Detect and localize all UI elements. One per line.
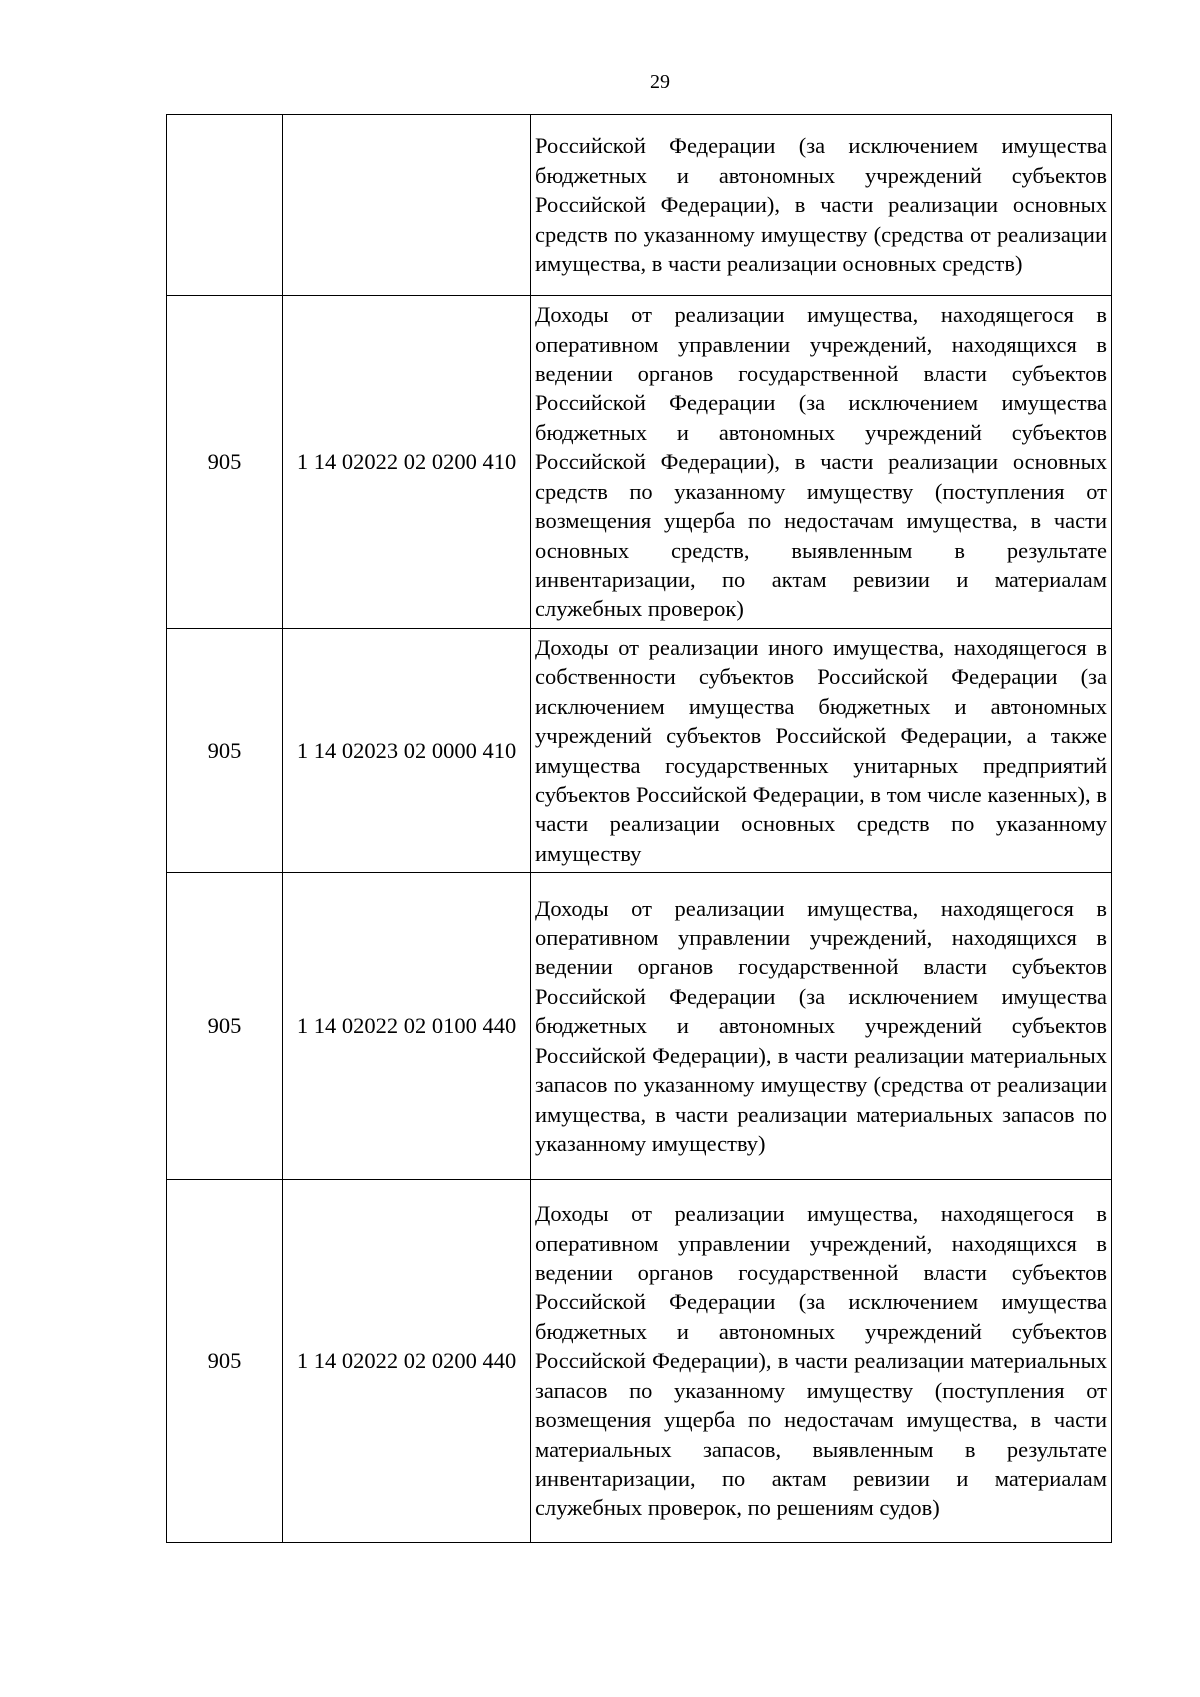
- budget-code-cell: [283, 115, 531, 296]
- revenue-name-cell: Доходы от реализации иного имущества, находящегося в собственности субъектов Российской Федерации (за исключением имущества бюджетных и автономных учреждений субъектов Российской Федерации, а также имущества государственных унитарных предприятий субъектов Российской Федерации, в том числе казенных), в части реализации основных средств по указанному имуществу: [531, 629, 1112, 873]
- table-row: [167, 1180, 1112, 1543]
- table-row: [167, 296, 1112, 629]
- revenue-name-cell: Российской Федерации (за исключением имущества бюджетных и автономных учреждений субъектов Российской Федерации), в части реализации основных средств по указанному имуществу (средства от реализации имущества, в части реализации основных средств): [531, 115, 1112, 296]
- table-row: [167, 115, 1112, 296]
- budget-revenue-table: [166, 114, 1112, 1543]
- admin-code-cell: [167, 115, 283, 296]
- page-number: 29: [650, 71, 670, 93]
- budget-code-cell: 1 14 02023 02 0000 410: [283, 629, 531, 873]
- budget-code-cell: 1 14 02022 02 0100 440: [283, 873, 531, 1180]
- admin-code-cell: 905: [167, 1180, 283, 1543]
- revenue-name-cell: Доходы от реализации имущества, находящегося в оперативном управлении учреждений, находящихся в ведении органов государственной власти субъектов Российской Федерации (за исключением имущества бюджетных и автономных учреждений субъектов Российской Федерации), в части реализации материальных запасов по указанному имуществу (средства от реализации имущества, в части реализации материальных запасов по указанному имуществу): [531, 873, 1112, 1180]
- table-row: [167, 873, 1112, 1180]
- table-row: [167, 629, 1112, 873]
- budget-code-cell: 1 14 02022 02 0200 440: [283, 1180, 531, 1543]
- admin-code-cell: 905: [167, 296, 283, 629]
- admin-code-cell: 905: [167, 629, 283, 873]
- budget-code-cell: 1 14 02022 02 0200 410: [283, 296, 531, 629]
- revenue-name-cell: Доходы от реализации имущества, находящегося в оперативном управлении учреждений, находящихся в ведении органов государственной власти субъектов Российской Федерации (за исключением имущества бюджетных и автономных учреждений субъектов Российской Федерации), в части реализации материальных запасов по указанному имуществу (поступления от возмещения ущерба по недостачам имущества, в части материальных запасов, выявленным в результате инвентаризации, по актам ревизии и материалам служебных проверок, по решениям судов): [531, 1180, 1112, 1543]
- admin-code-cell: 905: [167, 873, 283, 1180]
- revenue-name-cell: Доходы от реализации имущества, находящегося в оперативном управлении учреждений, находящихся в ведении органов государственной власти субъектов Российской Федерации (за исключением имущества бюджетных и автономных учреждений субъектов Российской Федерации), в части реализации основных средств по указанному имуществу (поступления от возмещения ущерба по недостачам имущества, в части основных средств, выявленным в результате инвентаризации, по актам ревизии и материалам служебных проверок): [531, 296, 1112, 629]
